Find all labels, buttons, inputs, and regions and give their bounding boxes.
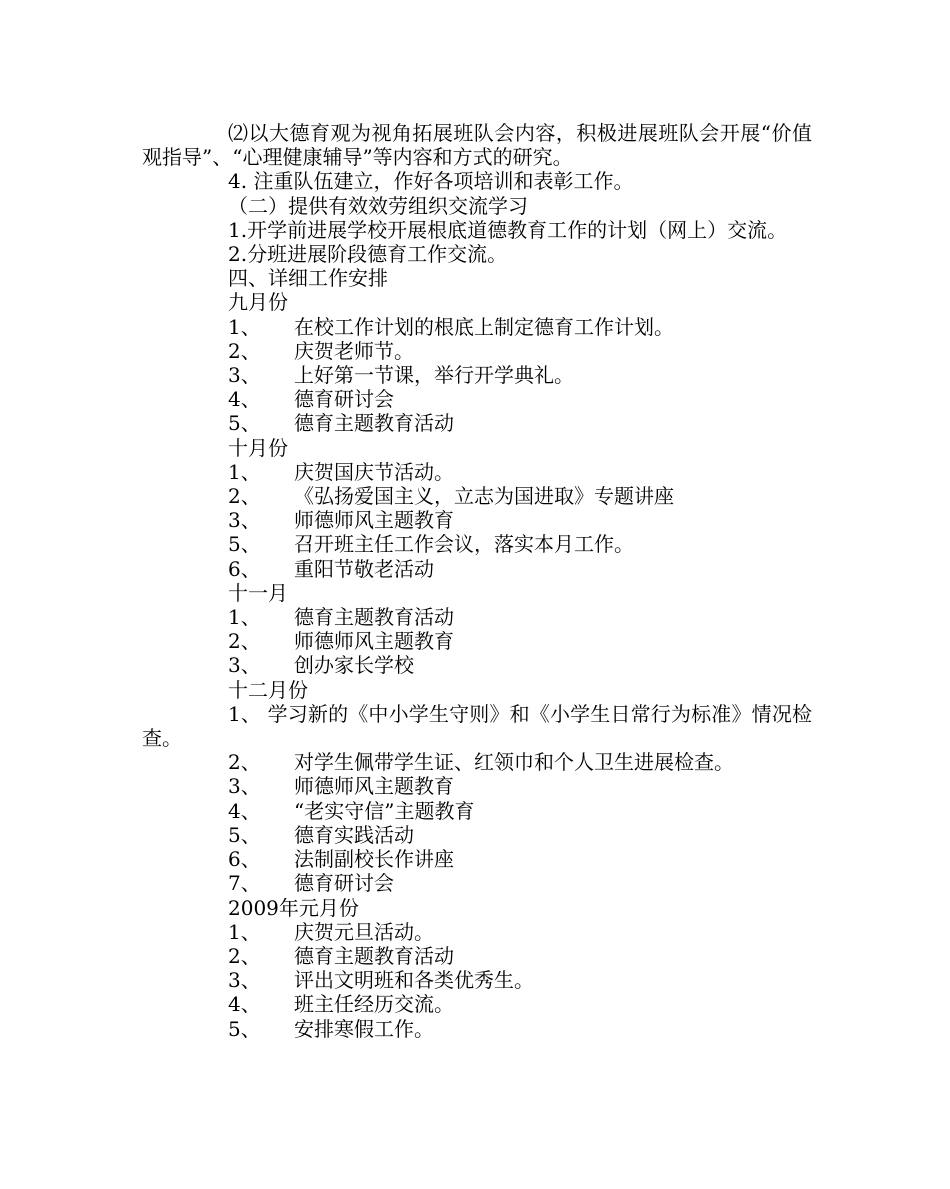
list-item (142, 823, 812, 847)
item-text: 重阳节敬老活动 (294, 556, 434, 581)
item-text: “老实守信”主题教育 (294, 798, 475, 823)
list-item (142, 920, 812, 944)
item-number: 2、 (228, 750, 261, 775)
item-number: 5、 (228, 411, 261, 436)
item-text: 法制副校长作讲座 (294, 847, 454, 872)
list-item (142, 968, 812, 992)
item-number: 4、 (228, 387, 261, 412)
list-item (142, 629, 812, 653)
item-text: 创办家长学校 (294, 653, 414, 678)
december-item-1: 1、 学习新的《中小学生守则》和《小学生日常行为标准》情况检查。 (142, 701, 812, 751)
list-item (142, 944, 812, 968)
item-number: 3、 (228, 508, 261, 533)
item-text: 德育主题教育活动 (294, 605, 454, 630)
item-number: 3、 (228, 363, 261, 388)
item-text: 德育主题教育活动 (294, 411, 454, 436)
item-number: 2、 (228, 629, 261, 654)
month-title-december: 十二月份 (228, 677, 308, 702)
item-text: 《弘扬爱国主义，立志为国进取》专题讲座 (294, 484, 674, 509)
month-title-january-2009: 2009年元月份 (228, 895, 359, 920)
item-number: 2、 (228, 338, 261, 363)
list-item (142, 557, 812, 581)
list-item (142, 992, 812, 1016)
item-text: 安排寒假工作。 (294, 1016, 434, 1041)
month-title-november: 十一月 (228, 580, 288, 605)
item-number: 3、 (228, 653, 261, 678)
list-item (142, 871, 812, 895)
list-item (142, 387, 812, 411)
list-item (142, 847, 812, 871)
item-text: 师德师风主题教育 (294, 508, 454, 533)
item-number: 1、 (228, 919, 261, 944)
item-text: 对学生佩带学生证、红领巾和个人卫生进展检查。 (294, 750, 734, 775)
list-item (142, 315, 812, 339)
item-text: 召开班主任工作会议，落实本月工作。 (294, 532, 634, 557)
item-number: 3、 (228, 968, 261, 993)
item-text: 师德师风主题教育 (294, 629, 454, 654)
item-number: 1、 (228, 314, 261, 339)
section-2-title: （二）提供有效效劳组织交流学习 (228, 193, 528, 218)
item-number: 3、 (228, 774, 261, 799)
list-item (142, 411, 812, 435)
list-item (142, 799, 812, 823)
item-number: 5、 (228, 1016, 261, 1041)
item-number: 2、 (228, 943, 261, 968)
list-item (142, 774, 812, 798)
item-number: 1、 (228, 459, 261, 484)
item-number: 5、 (228, 822, 261, 847)
list-item (142, 339, 812, 363)
list-item (142, 1017, 812, 1041)
month-title-october: 十月份 (228, 435, 288, 460)
list-item (142, 508, 812, 532)
item-number: 6、 (228, 847, 261, 872)
item-text: 上好第一节课，举行开学典礼。 (294, 363, 574, 388)
item-text: 庆贺元旦活动。 (294, 919, 434, 944)
document-body (142, 121, 812, 1041)
section-4-title: 四、详细工作安排 (228, 266, 388, 291)
list-item (142, 460, 812, 484)
item-text: 德育研讨会 (294, 871, 394, 896)
paragraph-class-meeting: ⑵以大德育观为视角拓展班队会内容，积极进展班队会开展“价值观指导”、“心理健康辅导”等内容和方式的研究。 (142, 121, 812, 170)
list-item (142, 653, 812, 677)
item-text: 庆贺国庆节活动。 (294, 459, 454, 484)
item-text: 评出文明班和各类优秀生。 (294, 968, 534, 993)
section-2-item-2: 2.分班进展阶段德育工作交流。 (228, 242, 508, 267)
list-item (142, 605, 812, 629)
item-text: 庆贺老师节。 (294, 338, 414, 363)
list-item (142, 484, 812, 508)
item-text: 德育主题教育活动 (294, 943, 454, 968)
item-number: 2、 (228, 484, 261, 509)
item-text: 在校工作计划的根底上制定德育工作计划。 (294, 314, 674, 339)
month-title-september: 九月份 (228, 290, 288, 315)
item-number: 7、 (228, 871, 261, 896)
section-2-item-1: 1.开学前进展学校开展根底道德教育工作的计划（网上）交流。 (228, 217, 788, 242)
item-text: 师德师风主题教育 (294, 774, 454, 799)
item-number: 1、 (228, 605, 261, 630)
item-text: 班主任经历交流。 (294, 992, 454, 1017)
item-number: 4、 (228, 992, 261, 1017)
item-text: 德育研讨会 (294, 387, 394, 412)
list-item (142, 750, 812, 774)
paragraph-point-4: 4. 注重队伍建立，作好各项培训和表彰工作。 (228, 169, 634, 194)
item-number: 4、 (228, 798, 261, 823)
item-number: 6、 (228, 556, 261, 581)
list-item (142, 363, 812, 387)
item-number: 5、 (228, 532, 261, 557)
item-text: 德育实践活动 (294, 822, 414, 847)
list-item (142, 532, 812, 556)
